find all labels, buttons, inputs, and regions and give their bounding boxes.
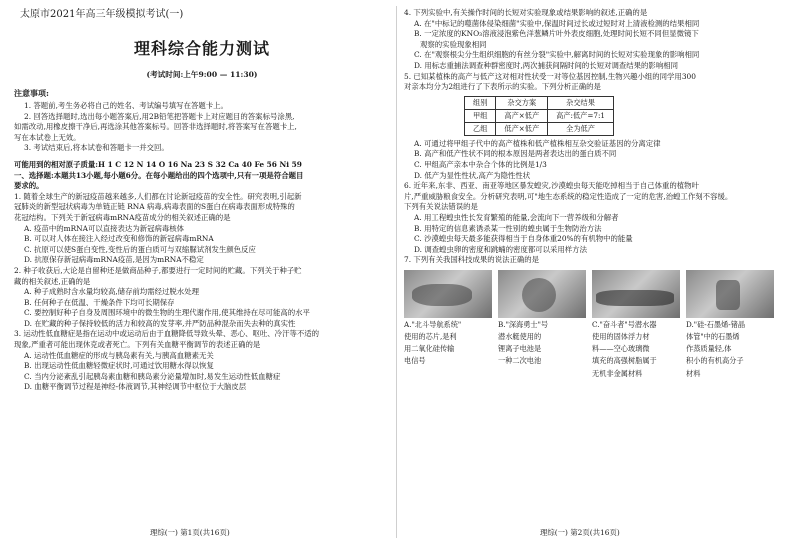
photo-caption: 体管"中的石墨烯 xyxy=(686,332,740,342)
question-2-option: C. 要控制好种子自身及周围环境中的微生物的生理代谢作用,使其维持在尽可能高的水平 xyxy=(24,308,310,318)
table-header-cell: 组别 xyxy=(465,96,496,109)
page-divider xyxy=(396,6,397,538)
photo-caption: B."深海勇士"号 xyxy=(498,319,549,329)
notice-line: 1. 答题前,考生务必将自己的姓名、考试编号填写在答题卡上。 xyxy=(24,101,228,110)
exam-time: (考试时间:上午9:00 — 11:30) xyxy=(146,70,258,79)
question-2-stem: 2. 种子收获后,大论是自留种还是做商品种子,都要进行一定时间的贮藏。下列关于种子贮 xyxy=(14,265,302,275)
table-cell: 高产×低产 xyxy=(496,109,548,122)
question-5-option: C. 甲组高产亲本中杂合个体的比例是1/3 xyxy=(414,159,547,169)
main-title: 理科综合能力测试 xyxy=(133,39,270,58)
table-header-row xyxy=(465,96,614,109)
transistor-photo xyxy=(686,270,774,318)
question-6-stem: 片,严重威胁粮食安全。分析研究表明,可"地生态系统的稳定性造成了一定的危害,治蝗工作刻不容缓。 xyxy=(404,191,733,201)
photo-caption: 锂离子电池是 xyxy=(498,344,542,354)
photo-option-d xyxy=(686,270,774,379)
question-7-stem: 7. 下列有关我国科技成果的说法正确的是 xyxy=(404,255,540,265)
question-1-stem: 1. 随着全球生产的新冠疫苗越来越多,人们都在讨论新冠疫苗的安全性。研究表明,引起新 xyxy=(14,191,302,201)
photo-caption: 填充的高强树脂属于 xyxy=(592,356,657,366)
question-4-option: B. 一定浓度的KNO₃溶液浸泡紫色洋葱鳞片叶外表皮细胞,处理时间长短不同但显微镜下 xyxy=(414,29,699,39)
question-3-stem: 现象,严重者可能出现休克或者死亡。下列有关血糖平衡调节的表述正确的是 xyxy=(14,340,261,350)
question-3-option: C. 当内分泌紊乱引起胰岛素血糖和胰岛素分泌量增加时,易发生运动性低血糖症 xyxy=(24,371,281,381)
table-cell: 乙组 xyxy=(465,122,496,135)
photo-caption: D."硅-石墨烯-锗晶 xyxy=(686,319,746,329)
page-footer: 理综(一) 第2页(共16页) xyxy=(540,528,620,537)
question-5-stem: 对亲本均分为2组进行了下表所示的实验。下列分析正确的是 xyxy=(404,82,601,92)
photo-caption: 一种二次电池 xyxy=(498,356,542,366)
photo-caption: 无机非金属材料 xyxy=(592,368,643,378)
question-3-stem: 3. 运动性低血糖症是指在运动中或运动后由于血糖降低导致头晕、恶心、呕吐、冷汗等不适的 xyxy=(14,329,320,339)
question-1-option: A. 疫苗中的mRNA可以直接表达为新冠病毒核体 xyxy=(24,223,185,233)
table-cell: 甲组 xyxy=(465,109,496,122)
photo-option-a xyxy=(404,270,492,379)
table-header-cell: 杂交结果 xyxy=(548,96,614,109)
table-header-cell: 杂交方案 xyxy=(496,96,548,109)
question-2-option: A. 种子成熟时含水量均较高,储存前均需经过脱水处理 xyxy=(24,287,199,297)
question-6-option: D. 调查蝗虫卵的密度和跳蝻的密度都可以采用样方法 xyxy=(414,244,587,254)
question-5-stem: 5. 已知某植株的高产与低产这对相对性状受一对等位基因控制,生物兴趣小组的同学用300 xyxy=(404,71,696,81)
cross-results-table xyxy=(464,96,614,136)
notice-line: 2. 回答选择题时,选出每小题答案后,用2B铅笔把答题卡上对应题目的答案标号涂黑, xyxy=(24,111,295,121)
question-4-stem: 4. 下列实验中,有关操作时间的长短对实验现象或结果影响的叙述,正确的是 xyxy=(404,8,648,17)
exam-title: 太原市2021年高三年级模拟考试(一) xyxy=(20,9,184,20)
photo-caption: 用二氧化硅传输 xyxy=(404,344,455,354)
section-instruction: 一、选择题:本题共13小题,每小题6分。在每小题给出的四个选项中,只有一项是符合题目 xyxy=(14,170,304,180)
table-cell: 全为低产 xyxy=(548,122,614,135)
question-5-option: B. 高产和低产性状不同的根本原因是两者表达出的蛋白质不同 xyxy=(414,149,617,159)
question-5-option: D. 低产为显性性状,高产为隐性性状 xyxy=(414,170,531,180)
question-1-option: C. 抗原可以使S蛋白变性,变性后的蛋白质可与双缩脲试剂发生颜色反应 xyxy=(24,244,256,254)
question-2-stem: 藏的相关叙述,正确的是 xyxy=(14,276,91,286)
table-row xyxy=(465,122,614,135)
photo-caption: 作蒸质量轻,体 xyxy=(686,344,732,354)
photo-caption: 使用的固体浮力材 xyxy=(592,332,650,342)
question-6-option: A. 用工程蝗虫性长发育繁殖的能量,会流向下一营养级和分解者 xyxy=(414,212,619,222)
question-4-option: D. 用标志重捕法调查种群密度时,两次捕获间隔时间的长短对调查结果的影响相同 xyxy=(414,60,678,70)
photo-caption: C."奋斗者"号潜水器 xyxy=(592,319,657,329)
question-6-option: B. 用特定的信息素诱杀某一性别的蝗虫属于生物防治方法 xyxy=(414,223,602,233)
question-1-option: D. 抗原保存新冠病毒mRNA疫苗,是因为mRNA不稳定 xyxy=(24,255,204,265)
question-6-option: C. 沙漠蝗虫每天最多能获得相当于自身体重20%的有机物中的能量 xyxy=(414,234,633,244)
submarine-photo xyxy=(498,270,586,318)
question-2-option: B. 任何种子在低温、干燥条件下均可长期保存 xyxy=(24,297,175,307)
question-5-option: A. 可通过将甲组子代中的高产植株和低产植株相互杂交验证基因的分离定律 xyxy=(414,138,661,148)
table-cell: 高产:低产=7:1 xyxy=(548,109,614,122)
left-page xyxy=(14,8,390,522)
right-page xyxy=(404,8,782,522)
notice-line: 如需改动,用橡皮擦干净后,再选涂其他答案标号。回答非选择题时,将答案写在答题卡上, xyxy=(14,122,297,132)
question-3-option: D. 血糖平衡调节过程是神经-体液调节,其神经调节中枢位于大脑皮层 xyxy=(24,382,247,392)
photo-caption: 积小的有机高分子 xyxy=(686,356,744,366)
question-3-option: B. 出现运动性低血糖轻微症状时,可通过饮用糖水得以恢复 xyxy=(24,361,214,371)
question-1-stem: 冠肺炎的新型冠状病毒为单链正链 RNA 病毒,病毒表面的S蛋白在病毒表面形成特殊的 xyxy=(14,202,295,212)
photo-caption: 使用的芯片,是利 xyxy=(404,332,457,342)
photo-caption: 材料 xyxy=(686,368,701,378)
photo-caption: 料——空心玻璃微 xyxy=(592,344,650,354)
table-cell: 低产×低产 xyxy=(496,122,548,135)
question-3-option: A. 运动性低血糖症的形成与胰岛素有关,与胰高血糖素无关 xyxy=(24,350,214,360)
photo-caption: 潜水艇使用的 xyxy=(498,332,542,342)
photo-caption: 电信号 xyxy=(404,356,426,366)
question-2-option: D. 在贮藏的种子保持较低的活力和较高的发芽率,并严防品种混杂而失去种的真实性 xyxy=(24,318,296,328)
question-6-stem: 6. 近年来,东非、西亚、南亚等地区暴发蝗灾,沙漠蝗虫每天能吃掉相当于自己体重的植物叶 xyxy=(404,181,699,191)
question-6-stem: 下列有关说法错误的是 xyxy=(404,202,478,212)
section-instruction: 要求的。 xyxy=(14,181,44,191)
notice-line: 写在本试卷上无效。 xyxy=(14,132,81,142)
question-7-photos xyxy=(404,270,782,379)
question-4-option: C. 在"观察根尖分生组织细胞的有丝分裂"实验中,解离时间的长短对实验现象的影响相同 xyxy=(414,50,700,60)
question-4-option: 观察的实验现象相同 xyxy=(420,39,487,49)
page-footer: 理综(一) 第1页(共16页) xyxy=(150,528,230,537)
atomic-mass-line: 可能用到的相对原子质量:H 1 C 12 N 14 O 16 Na 23 S 32 Ca 40 Fe 56 Ni 59 xyxy=(14,159,302,169)
question-1-option: B. 可以对人体在接注入经过改变和修饰的新冠病毒mRNA xyxy=(24,234,214,244)
photo-option-b xyxy=(498,270,586,379)
question-4-option: A. 在"中标记的噬菌体侵染细菌"实验中,保温时间过长或过短时对上清液检测的结果相同 xyxy=(414,18,700,28)
photo-option-c xyxy=(592,270,680,379)
notice-line: 3. 考试结束后,将本试卷和答题卡一并交回。 xyxy=(24,143,169,153)
deep-sea-vessel-photo xyxy=(592,270,680,318)
beidou-chip-photo xyxy=(404,270,492,318)
notice-heading: 注意事项: xyxy=(14,88,49,98)
question-1-stem: 花冠结构。下列关于新冠病毒mRNA疫苗成分的相关叙述正确的是 xyxy=(14,212,231,222)
photo-caption: A."北斗导航系统" xyxy=(404,319,462,329)
table-row xyxy=(465,109,614,122)
